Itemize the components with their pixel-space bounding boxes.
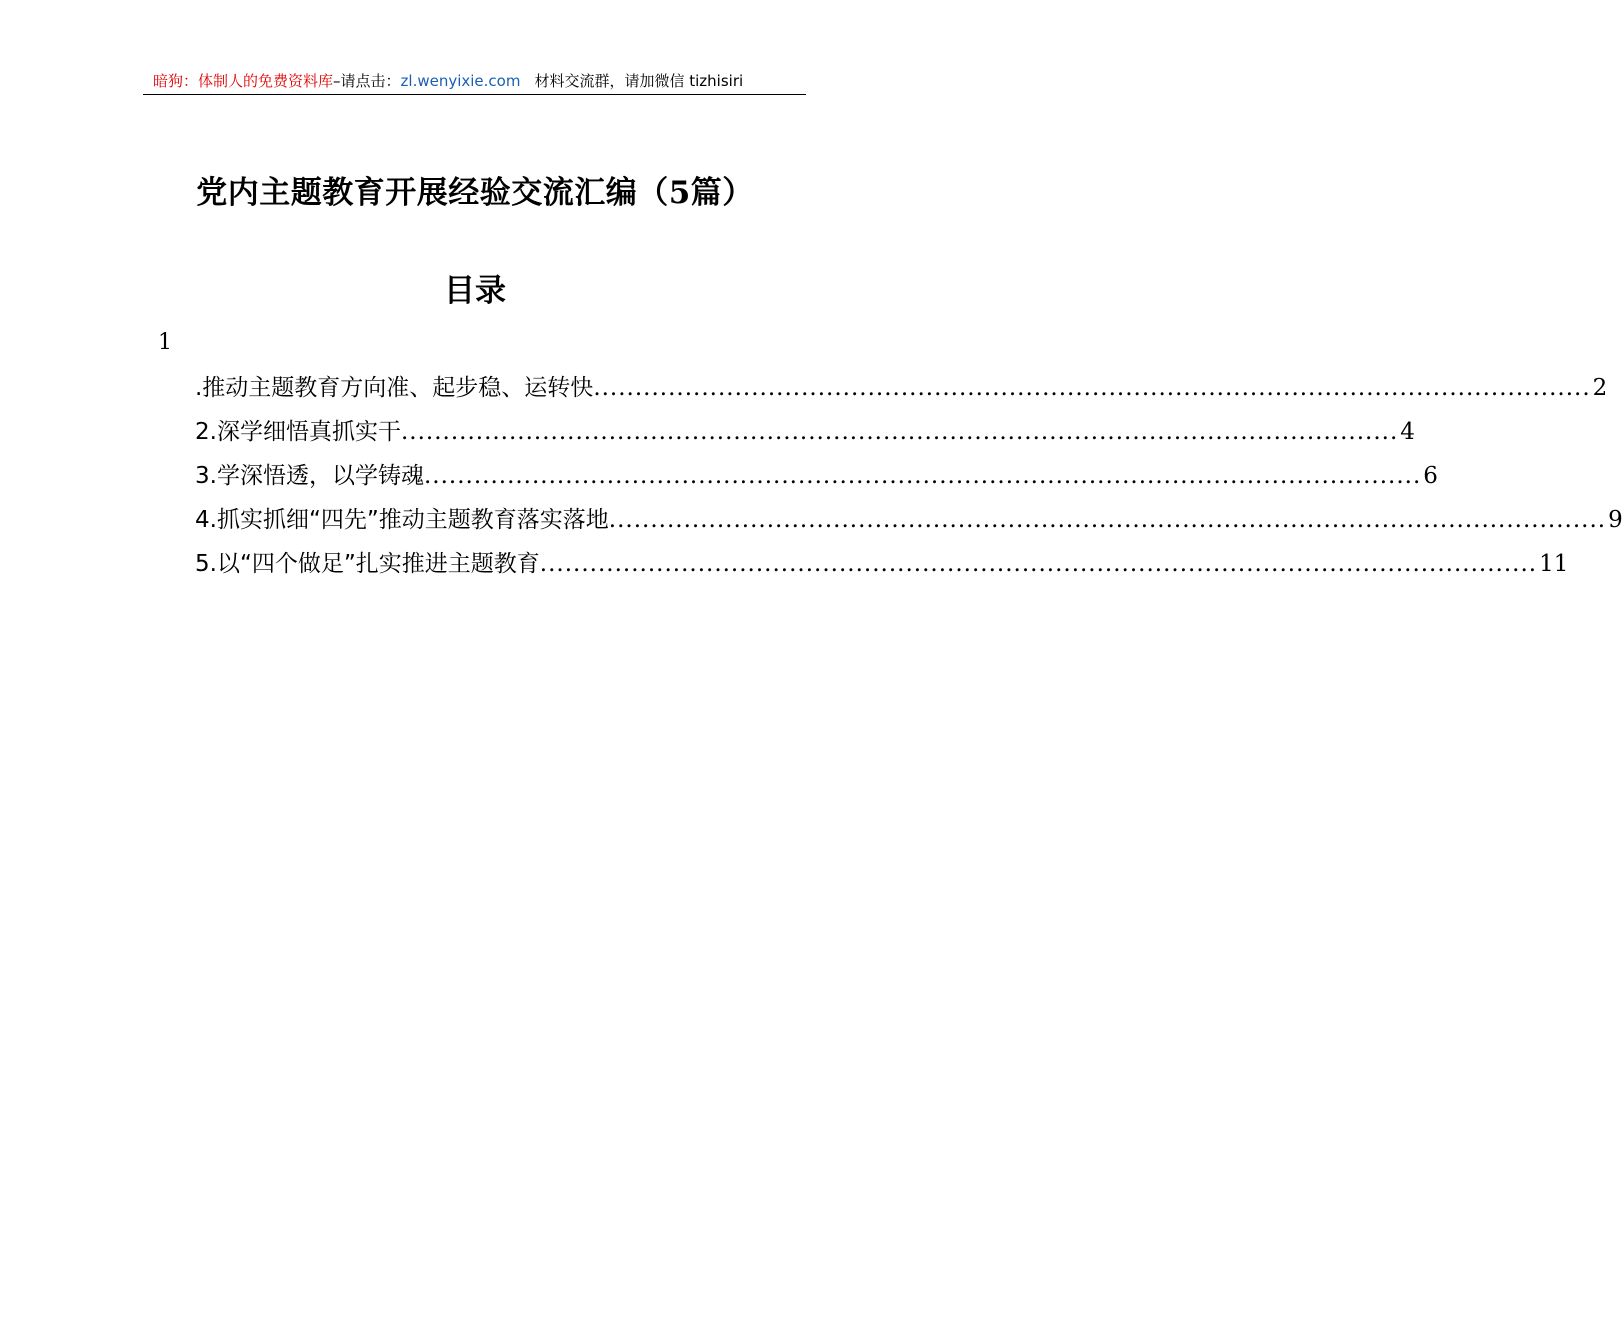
toc-item[interactable]: [195, 369, 1608, 413]
toc-item-label: 5.以“四个做足”扎实推进主题教育: [195, 551, 540, 577]
toc-item-page: 6: [1423, 463, 1438, 489]
toc-leader-dots: ........................................................................................................................: [400, 419, 1399, 445]
page-header: [143, 68, 806, 95]
toc-leader-dots: ........................................................................................................................: [593, 375, 1591, 401]
toc-item[interactable]: [195, 457, 1438, 501]
header-prompt: –请点击：: [333, 72, 401, 90]
toc-heading: 目录: [444, 273, 506, 309]
toc-item-label: 2.深学细悟真抓实干: [195, 419, 401, 445]
header-link[interactable]: zl.wenyixie.com: [400, 72, 521, 90]
stray-number: 1: [158, 330, 172, 355]
table-of-contents: [195, 369, 1623, 589]
toc-leader-dots: ........................................................................................................................: [423, 463, 1422, 489]
header-contact: 材料交流群，请加微信 tizhisiri: [534, 72, 744, 90]
toc-leader-dots: ........................................................................................................................: [539, 551, 1538, 577]
document-title: 党内主题教育开展经验交流汇编（5篇）: [196, 175, 754, 211]
toc-leader-dots: ........................................................................................................................: [608, 507, 1607, 533]
toc-item[interactable]: [195, 501, 1623, 545]
toc-item-label: 3.学深悟透，以学铸魂: [195, 463, 424, 489]
toc-item-label: 4.抓实抓细“四先”推动主题教育落实落地: [195, 507, 609, 533]
header-brand: 暗狗：体制人的免费资料库: [153, 72, 334, 90]
toc-item-page: 9: [1608, 507, 1623, 533]
toc-item-page: 2: [1592, 375, 1608, 401]
toc-item[interactable]: [195, 413, 1415, 457]
toc-item-label: .推动主题教育方向准、起步稳、运转快: [195, 375, 594, 401]
toc-item-page: 11: [1539, 551, 1569, 577]
toc-item-page: 4: [1400, 419, 1415, 445]
toc-item[interactable]: [195, 545, 1569, 589]
